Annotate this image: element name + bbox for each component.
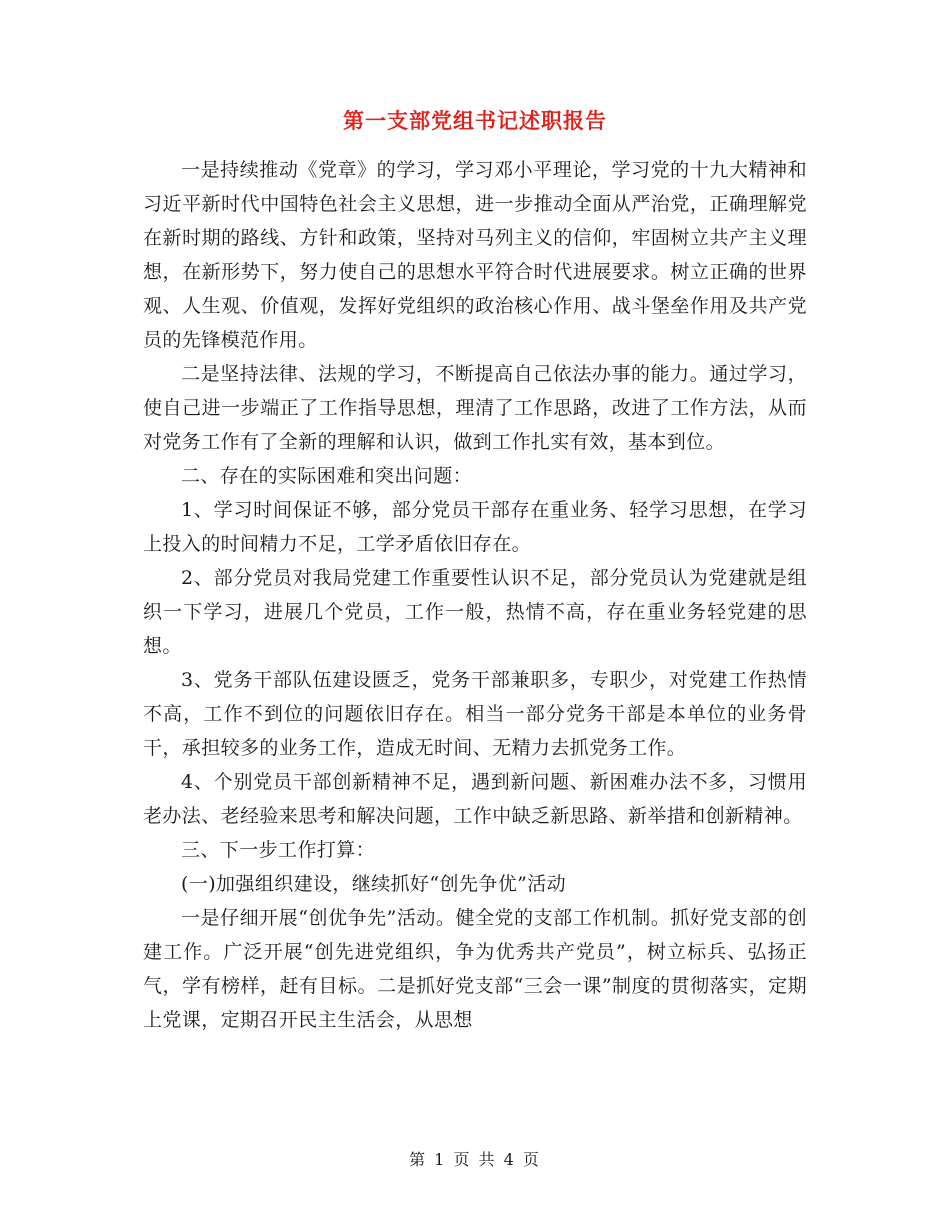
document-body [143,153,807,1037]
paragraph: 二是坚持法律、法规的学习，不断提高自己依法办事的能力。通过学习，使自己进一步端正了工作指导思想，理清了工作思路，改进了工作方法，从而对党务工作有了全新的理解和认识，做到工作扎实有效，基本到位。 [143,363,807,453]
document-title: 第一支部党组书记述职报告 [343,108,607,133]
list-item: 3、党务干部队伍建设匮乏，党务干部兼职多，专职少，对党建工作热情不高，工作不到位的问题依旧存在。相当一部分党务干部是本单位的业务骨干，承担较多的业务工作，造成无时间、无精力去抓党务工作。 [143,669,807,759]
list-item: 1、学习时间保证不够，部分党员干部存在重业务、轻学习思想，在学习上投入的时间精力不足，工学矛盾依旧存在。 [143,499,807,555]
page-footer: 第 1 页 共 4 页 [409,1150,541,1169]
section-heading: 三、下一步工作打算： [181,839,376,861]
list-item: 4、个别党员干部创新精神不足，遇到新问题、新困难办法不多，习惯用老办法、老经验来思考和解决问题，工作中缺乏新思路、新举措和创新精神。 [143,771,807,827]
paragraph: 一是仔细开展“创优争先”活动。健全党的支部工作机制。抓好党支部的创建工作。广泛开展“创先进党组织，争为优秀共产党员”，树立标兵、弘扬正气，学有榜样，赶有目标。二是抓好党支部“三会一课”制度的贯彻落实，定期上党课，定期召开民主生活会，从思想 [143,907,807,1031]
section-heading: 二、存在的实际困难和突出问题： [181,465,473,487]
list-item: 2、部分党员对我局党建工作重要性认识不足，部分党员认为党建就是组织一下学习，进展几个党员，工作一般，热情不高，存在重业务轻党建的思想。 [143,567,807,657]
subsection-heading: (一)加强组织建设，继续抓好“创先争优”活动 [181,873,567,895]
paragraph: 一是持续推动《党章》的学习，学习邓小平理论，学习党的十九大精神和习近平新时代中国特色社会主义思想，进一步推动全面从严治党，正确理解党在新时期的路线、方针和政策，坚持对马列主义的信仰，牢固树立共产主义理想，在新形势下，努力使自己的思想水平符合时代进展要求。树立正确的世界观、人生观、价值观，发挥好党组织的政治核心作用、战斗堡垒作用及共产党员的先锋模范作用。 [143,159,807,351]
